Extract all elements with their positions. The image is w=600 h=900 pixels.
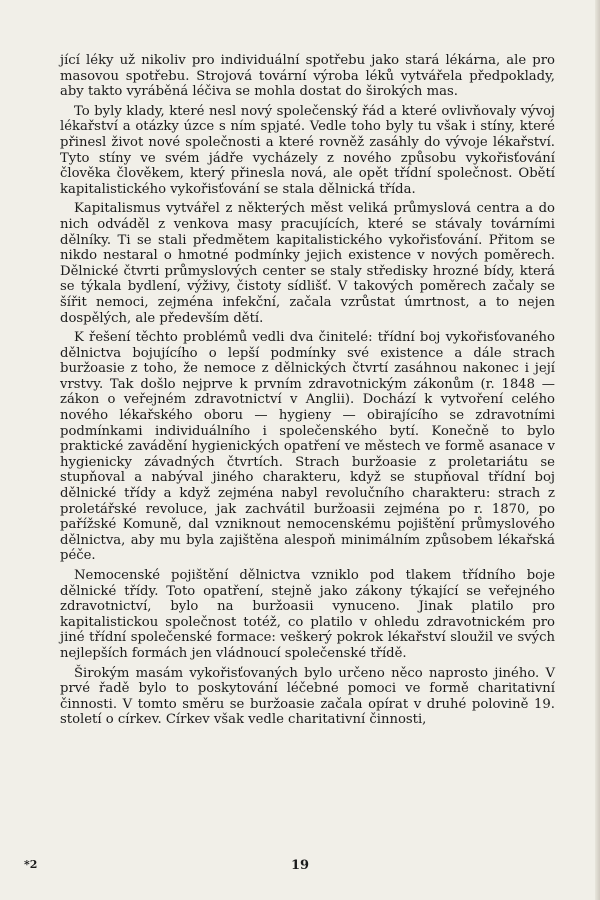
page-number: 19 [290,858,310,873]
paragraph: To byly klady, které nesl nový společenský řád a které ovlivňovaly vývoj lékařství a otázky úzce s ním spjaté. Vedle toho byly tu však i stíny, které přinesl život nové společnosti a které rovněž zasáhly do vývoje lékařství. Tyto stíny ve svém jádře vycházely z nového způsobu vykořisťování člověka člověkem, který přinesla nová, ale opět třídní společnost. Obětí kapitalistického vykořisťování se stala dělnická třída. [60,103,555,197]
paragraph: Nemocenské pojištění dělnictva vzniklo pod tlakem třídního boje dělnické třídy. Toto opatření, stejně jako zákony týkající se veřejného zdravotnictví, bylo na buržoasii vynuceno. Jinak platilo pro kapitalistickou společnost totéž, co platilo v ohledu zdravotnickém pro jiné třídní společenské formace: veškerý pokrok lékařství sloužil ve svých nejlepších formách jen vládnoucí společenské třídě. [60,568,555,661]
paragraph: jící léky už nikoliv pro individuální spotřebu jako stará lékárna, ale pro masovou spotřebu. Strojová tovární výroba léků vytvářela předpoklady, aby takto vyráběná léčiva se mohla dostat do širokých mas. [60,53,555,100]
paragraph: Širokým masám vykořisťovaných bylo určeno něco naprosto jiného. V prvé řadě bylo to poskytování léčebné pomoci ve formě charitativní činnosti. V tomto směru se buržoasie začala opírat v druhé polovině 19. století o církev. Církev však vedle charitativní činnosti, [60,665,555,728]
paragraph: K řešení těchto problémů vedli dva činitelé: třídní boj vykořisťovaného dělnictva bojujícího o lepší podmínky své existence a dále strach buržoasie z toho, že nemoce z dělnických čtvrtí zasáhnou nakonec i její vrstvy. Tak došlo nejprve k prvním zdravotnickým zákonům (r. 1848 — zákon o veřejném zdravotnictví v Anglii). Dochází k vytvoření celého nového lékařského oboru — hygieny — obirajícího se zdravotními podmínkami individuálního i společenského bytí. Konečně to bylo praktické zavádění hygienických opatření ve městech ve formě asanace v hygienicky závadných čtvrtích. Strach buržoasie z proletariátu se stupňoval a nabýval jiného charakteru, když se stupňoval třídní boj dělnické třídy a když zejména nabyl revolučního charakteru: strach z proletářské revoluce, jak zachvátil buržoasii zejména po r. 1870, po pařížské Komuně, dal vzniknout nemocenskému pojištění průmyslového dělnictva, aby mu byla zajištěna alespoň minimálním způsobem lékařská péče. [60,330,555,564]
paragraph: Kapitalismus vytvářel z některých měst veliká průmyslová centra a do nich odváděl z venkova masy pracujících, které se stávaly továrními dělníky. Ti se stali předmětem kapitalistického vykořisťování. Přitom se nikdo nestaral o hmotné podmínky jejich existence v nových poměrech. Dělnické čtvrti průmyslových center se staly středisky hrozné bídy, která se týkala bydlení, výživy, čistoty sídlišť. V takových poměrech začaly se šířit nemoci, zejména infekční, začala vzrůstat úmrtnost, a to nejen dospělých, ale především dětí. [60,201,555,326]
signature-mark: *2 [24,858,38,871]
page-edge [595,0,600,900]
text-body [60,53,555,732]
